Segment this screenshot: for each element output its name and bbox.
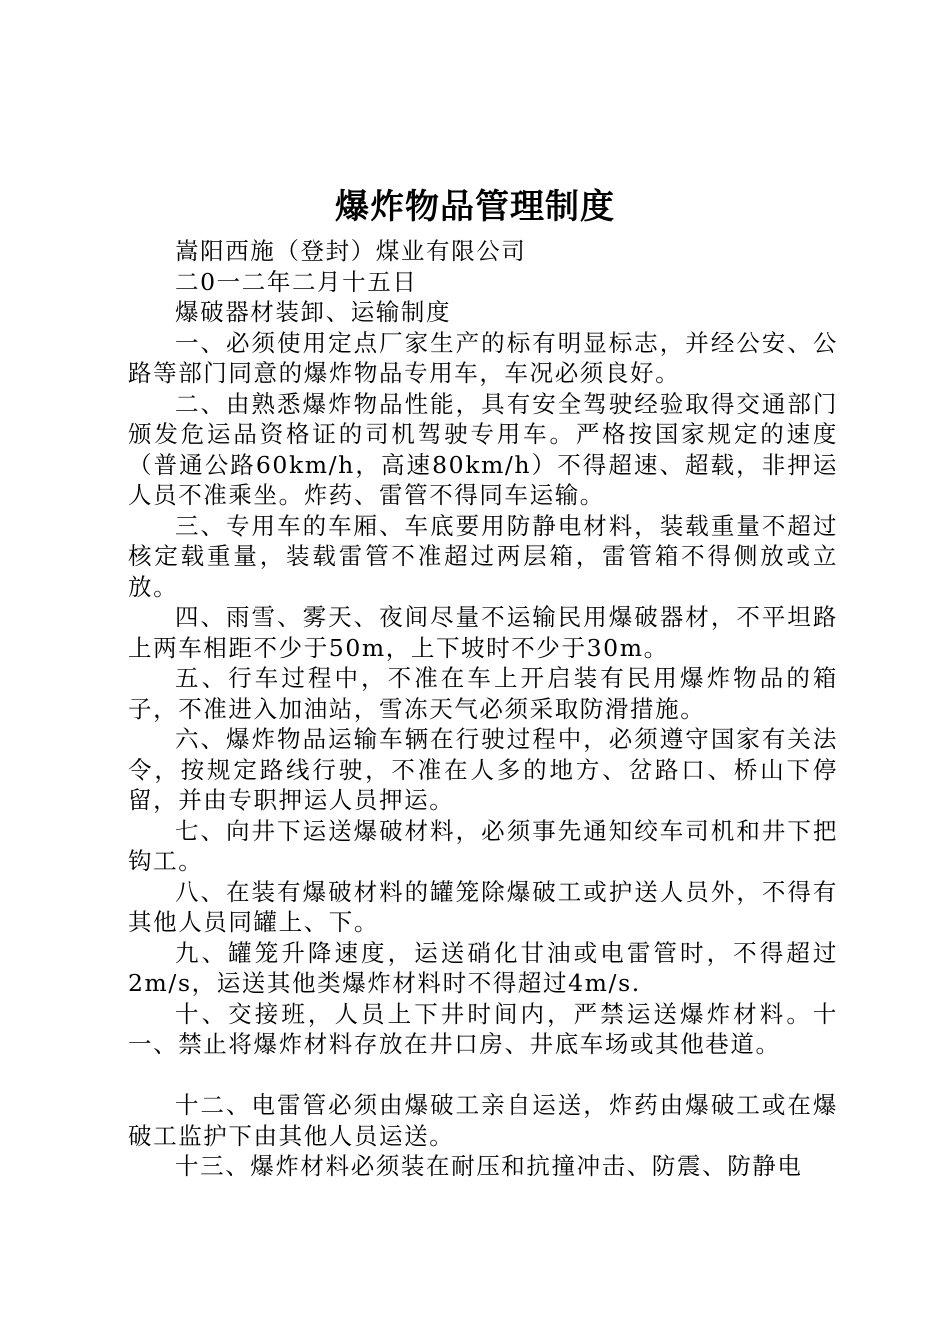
paragraph-2: 二、由熟悉爆炸物品性能，具有安全驾驶经验取得交通部门颁发危运品资格证的司机驾驶专用车。严格按国家规定的速度（普通公路60km/h，高速80km/h）不得超速、超载，非押运人员不准乘坐。炸药、雷管不得同车运输。 — [128, 389, 838, 509]
document-title: 爆炸物品管理制度 — [335, 187, 615, 227]
paragraph-5: 五、行车过程中，不准在车上开启装有民用爆炸物品的箱子，不准进入加油站，雪冻天气必须采取防滑措施。 — [128, 664, 838, 723]
paragraph-3: 三、专用车的车厢、车底要用防静电材料，装载重量不超过核定载重量，装载雷管不准超过两层箱，雷管箱不得侧放或立放。 — [128, 511, 838, 601]
section-heading: 爆破器材装卸、运输制度 — [175, 298, 452, 326]
paragraph-10: 十、交接班，人员上下井时间内，严禁运送爆炸材料。十一、禁止将爆炸材料存放在井口房、井底车场或其他巷道。 — [128, 999, 838, 1058]
paragraph-8: 八、在装有爆破材料的罐笼除爆破工或护送人员外，不得有其他人员同罐上、下。 — [128, 877, 838, 936]
paragraph-gap — [128, 1060, 838, 1091]
document-date: 二0一二年二月十五日 — [175, 267, 418, 296]
paragraph-7: 七、向井下运送爆破材料，必须事先通知绞车司机和井下把钩工。 — [128, 816, 838, 875]
paragraph-1: 一、必须使用定点厂家生产的标有明显标志，并经公安、公路等部门同意的爆炸物品专用车，车况必须良好。 — [128, 328, 838, 387]
paragraph-13: 十三、爆炸材料必须装在耐压和抗撞冲击、防震、防静电 — [175, 1152, 803, 1180]
paragraph-12: 十二、电雷管必须由爆破工亲自运送，炸药由爆破工或在爆破工监护下由其他人员运送。 — [128, 1091, 838, 1150]
paragraph-4: 四、雨雪、雾天、夜间尽量不运输民用爆破器材，不平坦路上两车相距不少于50m，上下坡时不少于30m。 — [128, 603, 838, 662]
paragraph-9: 九、罐笼升降速度，运送硝化甘油或电雷管时，不得超过2m/s，运送其他类爆炸材料时不得超过4m/s. — [128, 938, 838, 997]
company-name: 嵩阳西施（登封）煤业有限公司 — [175, 237, 527, 265]
document-body — [128, 236, 838, 1182]
paragraph-6: 六、爆炸物品运输车辆在行驶过程中，必须遵守国家有关法令，按规定路线行驶，不准在人多的地方、岔路口、桥山下停留，并由专职押运人员押运。 — [128, 725, 838, 814]
